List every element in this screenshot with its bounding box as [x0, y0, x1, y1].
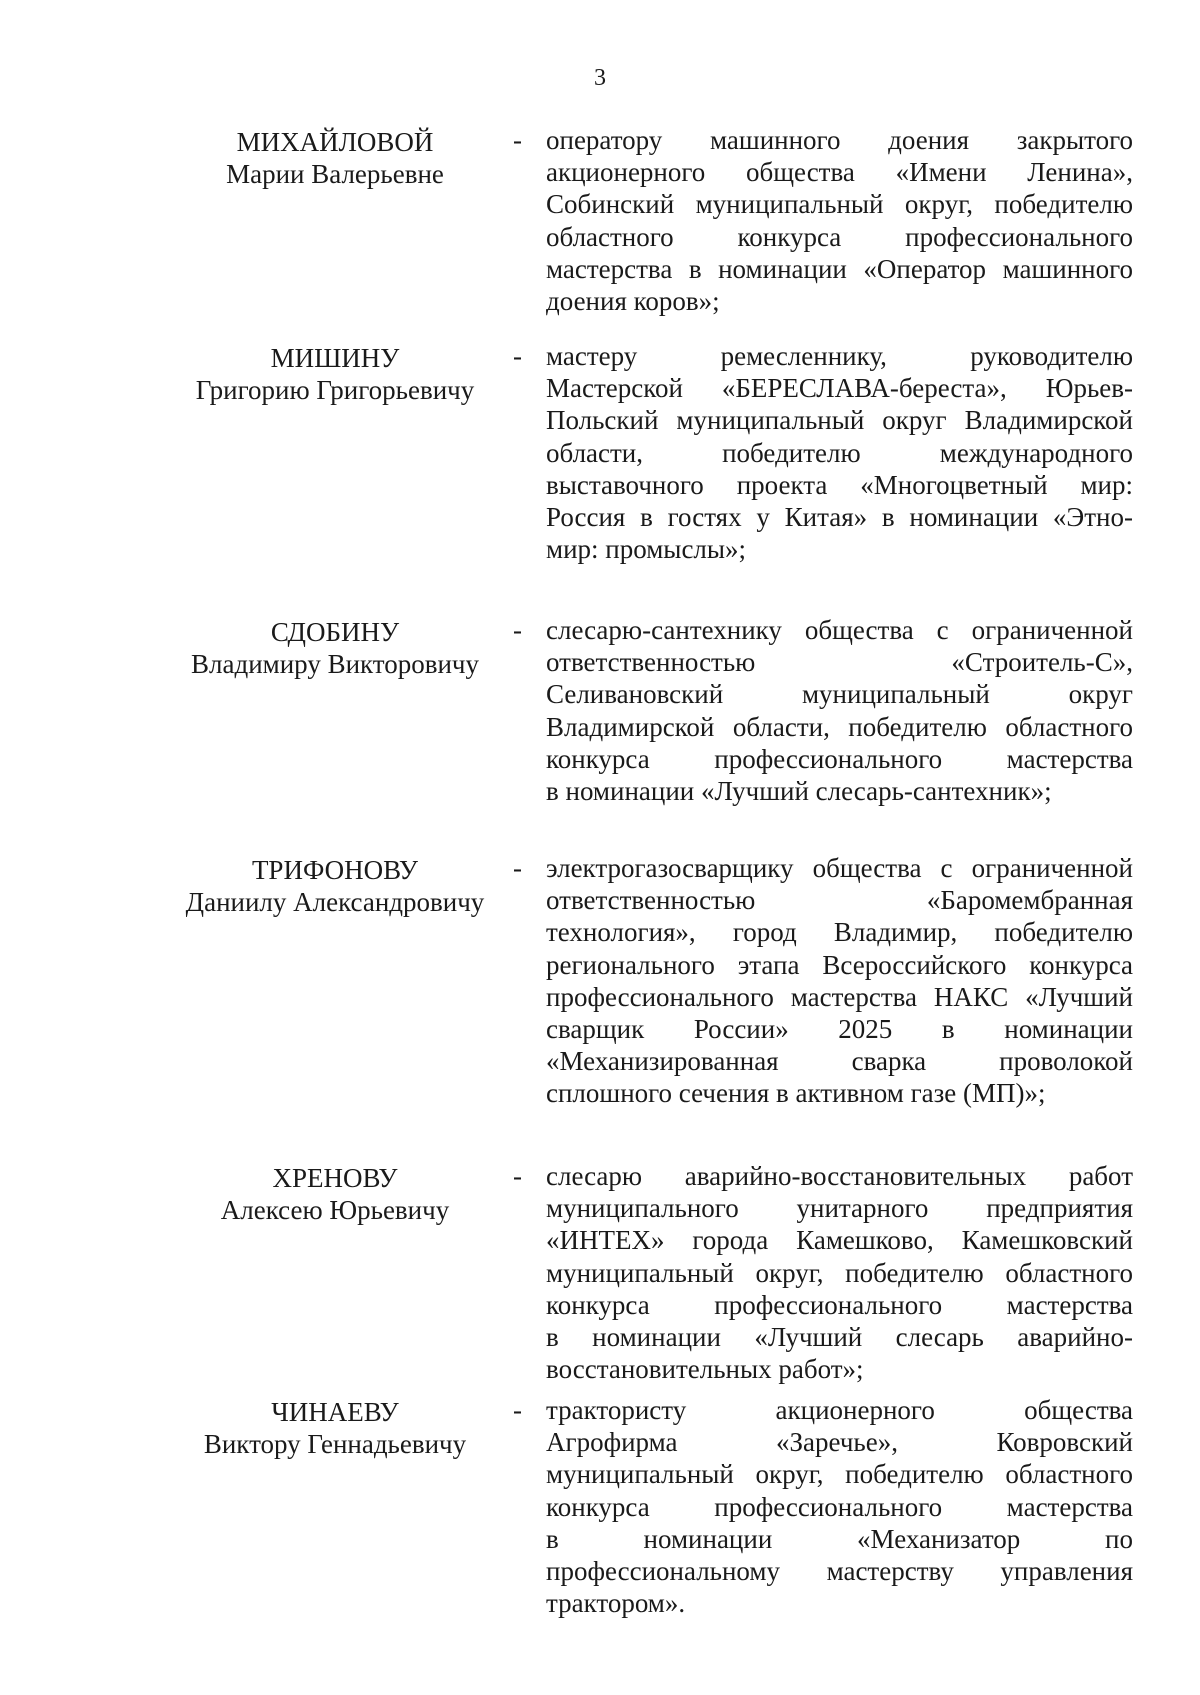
- recipient-name: [170, 126, 500, 190]
- recipient-given-names: Марии Валерьевне: [226, 159, 444, 189]
- recipient-name: [170, 1396, 500, 1460]
- recipient-surname: МИШИНУ: [270, 343, 400, 373]
- description-line: доения коров»;: [546, 286, 720, 317]
- description-line: муниципальный округ, победителю областного: [546, 1459, 1133, 1490]
- description-line: области, победителю международного: [546, 437, 1133, 468]
- description-line: конкурса профессионального мастерства: [546, 743, 1133, 774]
- description-line: Мастерской «БЕРЕСЛАВА-береста», Юрьев-: [546, 373, 1133, 404]
- recipient-surname: ХРЕНОВУ: [272, 1163, 398, 1193]
- recipient-description: [546, 614, 1133, 807]
- recipient-name: [170, 342, 500, 406]
- description-line: «ИНТЕХ» города Камешково, Камешковский: [546, 1225, 1133, 1256]
- description-line: Селивановский муниципальный округ: [546, 679, 1133, 710]
- description-line: «Механизированная сварка проволокой: [546, 1046, 1133, 1077]
- description-line: слесарю-сантехнику общества с ограниченной: [546, 615, 1133, 645]
- entry-dash: -: [513, 615, 522, 645]
- description-line: мастеру ремесленнику, руководителю: [546, 341, 1133, 371]
- description-line: областного конкурса профессионального: [546, 221, 1133, 252]
- description-line: сплошного сечения в активном газе (МП)»;: [546, 1078, 1046, 1109]
- description-line: в номинации «Лучший слесарь-сантехник»;: [546, 776, 1052, 807]
- description-line: в номинации «Механизатор по: [546, 1523, 1133, 1554]
- description-line: профессиональному мастерству управления: [546, 1556, 1133, 1587]
- description-line: слесарю аварийно-восстановительных работ: [546, 1161, 1133, 1191]
- recipient-given-names: Владимиру Викторовичу: [190, 649, 480, 679]
- description-line: ответственностью «Строитель-С»,: [546, 647, 1133, 678]
- description-line: мастерства в номинации «Оператор машинного: [546, 253, 1133, 284]
- description-line: акционерного общества «Имени Ленина»,: [546, 157, 1133, 188]
- description-line: трактором».: [546, 1588, 686, 1619]
- description-line: Владимирской области, победителю областного: [546, 711, 1133, 742]
- recipient-surname: МИХАЙЛОВОЙ: [236, 127, 434, 157]
- entry-dash: -: [513, 1395, 522, 1425]
- description-line: сварщик России» 2025 в номинации: [546, 1014, 1133, 1045]
- recipient-surname: СДОБИНУ: [270, 617, 400, 647]
- description-line: в номинации «Лучший слесарь аварийно-: [546, 1322, 1133, 1353]
- recipient-name: [170, 1162, 500, 1226]
- description-line: профессионального мастерства НАКС «Лучший: [546, 981, 1133, 1012]
- recipient-surname: ТРИФОНОВУ: [251, 855, 419, 885]
- description-line: электрогазосварщику общества с ограниченной: [546, 853, 1133, 883]
- description-line: технология», город Владимир, победителю: [546, 917, 1133, 948]
- description-line: мир: промыслы»;: [546, 534, 747, 565]
- description-line: муниципального унитарного предприятия: [546, 1193, 1133, 1224]
- description-line: трактористу акционерного общества: [546, 1395, 1133, 1425]
- description-line: Собинский муниципальный округ, победителю: [546, 189, 1133, 220]
- description-line: выставочного проекта «Многоцветный мир:: [546, 469, 1133, 500]
- description-line: ответственностью «Баромембранная: [546, 885, 1133, 916]
- recipient-given-names: Даниилу Александровичу: [185, 887, 485, 917]
- entry-dash: -: [513, 853, 522, 883]
- recipient-given-names: Алексею Юрьевичу: [220, 1195, 450, 1225]
- recipient-surname: ЧИНАЕВУ: [271, 1397, 399, 1427]
- description-line: Польский муниципальный округ Владимирской: [546, 405, 1133, 436]
- recipient-name: [170, 854, 500, 918]
- recipient-description: [546, 124, 1133, 317]
- recipient-description: [546, 1160, 1133, 1385]
- description-line: конкурса профессионального мастерства: [546, 1491, 1133, 1522]
- description-line: регионального этапа Всероссийского конкурса: [546, 949, 1133, 980]
- recipient-description: [546, 1394, 1133, 1619]
- recipient-description: [546, 852, 1133, 1110]
- description-line: конкурса профессионального мастерства: [546, 1289, 1133, 1320]
- recipient-description: [546, 340, 1133, 565]
- description-line: восстановительных работ»;: [546, 1354, 864, 1385]
- page-number: 3: [594, 65, 606, 91]
- description-line: оператору машинного доения закрытого: [546, 125, 1133, 155]
- recipient-given-names: Виктору Геннадьевичу: [203, 1429, 467, 1459]
- entry-dash: -: [513, 125, 522, 155]
- description-line: Агрофирма «Заречье», Ковровский: [546, 1427, 1133, 1458]
- entry-dash: -: [513, 341, 522, 371]
- recipient-given-names: Григорию Григорьевичу: [195, 375, 475, 405]
- entry-dash: -: [513, 1161, 522, 1191]
- recipient-name: [170, 616, 500, 680]
- description-line: муниципальный округ, победителю областного: [546, 1257, 1133, 1288]
- description-line: Россия в гостях у Китая» в номинации «Этно-: [546, 502, 1133, 533]
